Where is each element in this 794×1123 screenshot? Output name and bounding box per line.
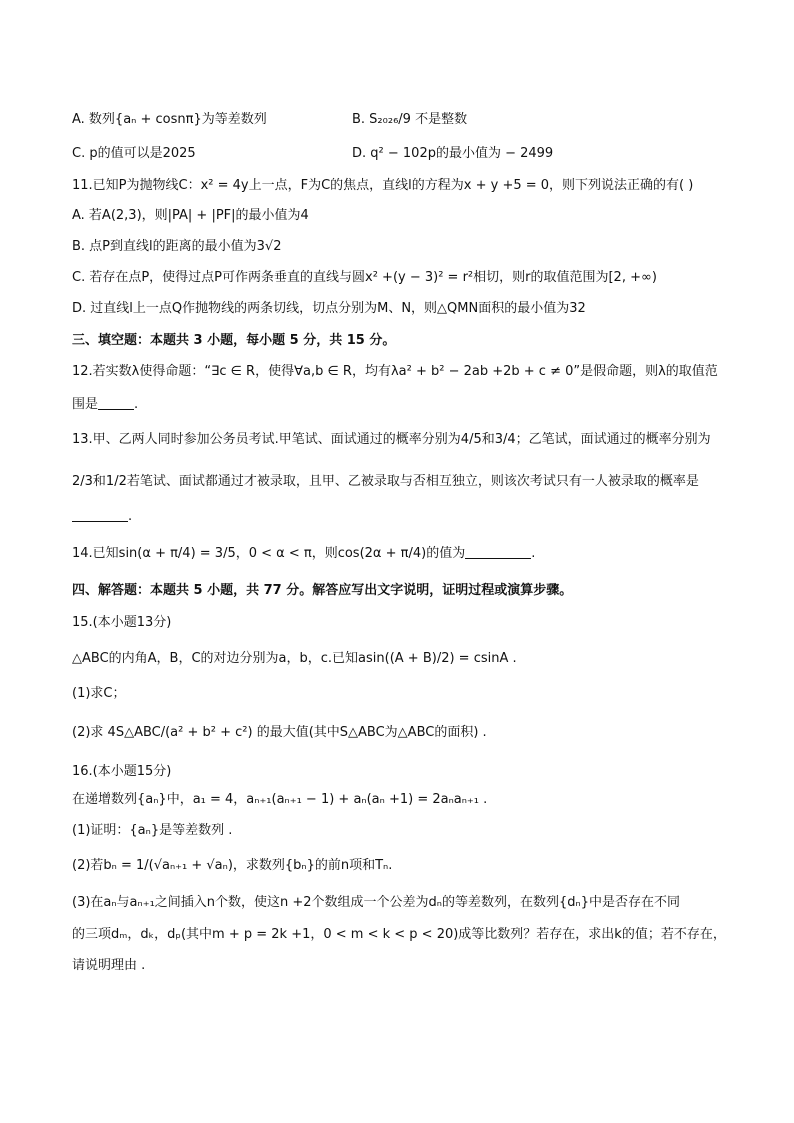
q16-part-3-line-1: (3)在aₙ与aₙ₊₁之间插入n个数，使这n +2个数组成一个公差为dₙ的等差数列，在数列{dₙ}中是否存在不同 (72, 895, 680, 910)
q12-line-2-end: . (134, 397, 139, 412)
q16-part-3-line-3: 请说明理由 . (72, 958, 146, 973)
q12-line-2 (72, 395, 138, 414)
q11-option-a: A. 若A(2,3)，则|PA| + |PF|的最小值为4 (72, 208, 309, 223)
q11-option-d: D. 过直线l上一点Q作抛物线的两条切线，切点分别为M、N，则△QMN面积的最小值为32 (72, 301, 586, 316)
q13-line-2: 2/3和1/2若笔试、面试都通过才被录取，且甲、乙被录取与否相互独立，则该次考试只有一人被录取的概率是 (72, 474, 699, 489)
q13-line-3 (72, 507, 132, 526)
q11-option-b: B. 点P到直线l的距离的最小值为3√2 (72, 239, 282, 254)
q15-stem: △ABC的内角A，B，C的对边分别为a，b，c.已知asin((A + B)/2) = csinA . (72, 651, 517, 666)
q10-option-d: D. q² − 102p的最小值为 − 2499 (352, 146, 554, 161)
q16-part-1: (1)证明：{aₙ}是等差数列 . (72, 823, 233, 838)
q14-line (72, 544, 535, 563)
q15-part-1: (1)求C； (72, 686, 126, 701)
q16-stem: 在递增数列{aₙ}中，a₁ = 4，aₙ₊₁(aₙ₊₁ − 1) + aₙ(aₙ +1) = 2aₙaₙ₊₁ . (72, 792, 488, 807)
q10-option-b: B. S₂₀₂₆/9 不是整数 (352, 112, 468, 127)
q12-line-2-text: 围是 (72, 397, 99, 412)
q16-part-2: (2)若bₙ = 1/(√aₙ₊₁ + √aₙ)，求数列{bₙ}的前n项和Tₙ. (72, 858, 393, 873)
q15-header: 15.(本小题13分) (72, 615, 172, 630)
section-3-heading: 三、填空题：本题共 3 小题，每小题 5 分，共 15 分。 (72, 333, 396, 348)
q13-line-3-end: . (128, 509, 133, 524)
q14-end: . (531, 546, 536, 561)
q13-answer-blank[interactable] (72, 507, 128, 522)
q10-option-row-2 (72, 145, 554, 163)
q14-text: 14.已知sin(α + π/4) = 3/5，0 < α < π，则cos(2α + π/4)的值为 (72, 546, 466, 561)
q11-stem: 11.已知P为抛物线C：x² = 4y上一点，F为C的焦点，直线l的方程为x + y +5 = 0，则下列说法正确的有( ) (72, 178, 694, 193)
q10-option-c: C. p的值可以是2025 (72, 146, 196, 161)
q10-option-a: A. 数列{aₙ + cosnπ}为等差数列 (72, 112, 267, 127)
q16-part-3-line-2: 的三项dₘ，dₖ，dₚ(其中m + p = 2k +1，0 < m < k < p < 20)成等比数列？若存在，求出k的值；若不存在， (72, 927, 726, 942)
q12-line-1: 12.若实数λ使得命题：“∃c ∈ R，使得∀a,b ∈ R，均有λa² + b² − 2ab +2b + c ≠ 0”是假命题，则λ的取值范 (72, 364, 718, 379)
q16-header: 16.(本小题15分) (72, 764, 172, 779)
q15-part-2: (2)求 4S△ABC/(a² + b² + c²) 的最大值(其中S△ABC为△ABC的面积) . (72, 725, 487, 740)
section-4-heading: 四、解答题：本题共 5 小题，共 77 分。解答应写出文字说明，证明过程或演算步骤。 (72, 583, 573, 598)
q13-line-1: 13.甲、乙两人同时参加公务员考试.甲笔试、面试通过的概率分别为4/5和3/4；乙笔试，面试通过的概率分别为 (72, 432, 711, 447)
q10-option-row-1 (72, 111, 468, 129)
q11-option-c: C. 若存在点P，使得过点P可作两条垂直的直线与圆x² +(y − 3)² = r²相切，则r的取值范围为[2, +∞) (72, 270, 657, 285)
q12-answer-blank[interactable] (98, 395, 134, 410)
q14-answer-blank[interactable] (465, 544, 531, 559)
